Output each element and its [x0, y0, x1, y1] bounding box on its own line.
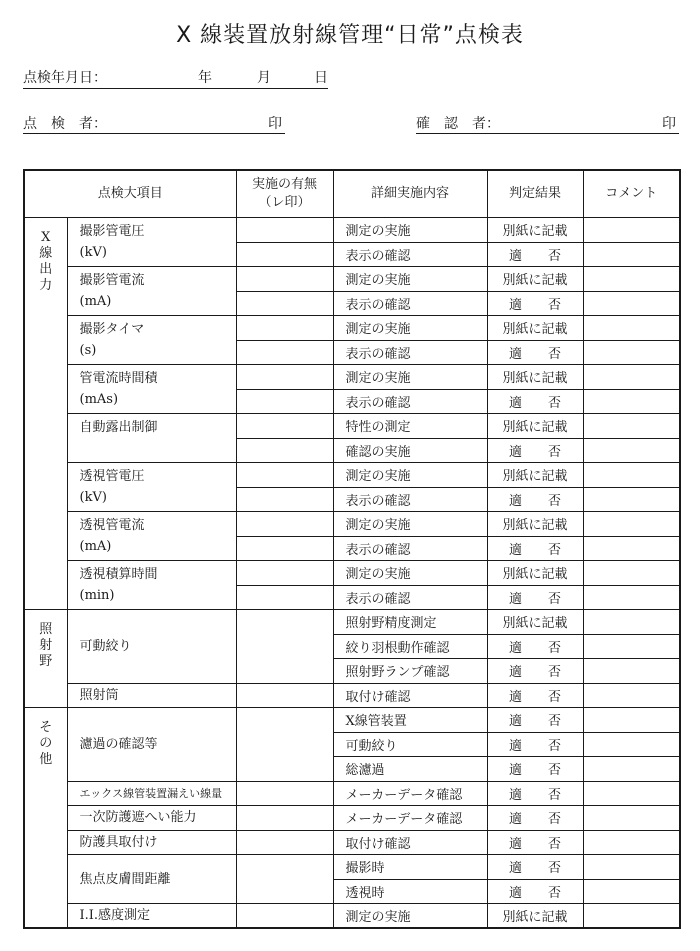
result-cell: 適 否	[487, 291, 583, 316]
comment-cell[interactable]	[583, 879, 680, 904]
detail-cell: 表示の確認	[333, 389, 487, 414]
done-cell[interactable]	[236, 806, 333, 831]
category-xray-output: X 線 出 力	[24, 218, 67, 610]
item-cell: 可動絞り	[67, 610, 236, 684]
item-cell: 焦点皮膚間距離	[67, 855, 236, 904]
comment-cell[interactable]	[583, 389, 680, 414]
item-cell: 撮影管電圧 (kV)	[67, 218, 236, 267]
table-row	[24, 316, 680, 341]
table-row	[24, 610, 680, 635]
detail-cell: 表示の確認	[333, 487, 487, 512]
detail-cell: 表示の確認	[333, 340, 487, 365]
month-label: 月	[257, 70, 271, 86]
result-cell: 適 否	[487, 708, 583, 733]
col-header-detail: 詳細実施内容	[333, 170, 487, 218]
detail-cell: 可動絞り	[333, 732, 487, 757]
result-cell: 別紙に記載	[487, 316, 583, 341]
done-cell[interactable]	[236, 218, 333, 243]
result-cell: 別紙に記載	[487, 463, 583, 488]
done-cell[interactable]	[236, 291, 333, 316]
detail-cell: 照射野ランプ確認	[333, 659, 487, 684]
done-cell[interactable]	[236, 585, 333, 610]
done-cell[interactable]	[236, 389, 333, 414]
detail-cell: 測定の実施	[333, 267, 487, 292]
result-cell: 別紙に記載	[487, 365, 583, 390]
detail-cell: 取付け確認	[333, 830, 487, 855]
date-label: 点検年月日：	[23, 70, 107, 86]
comment-cell[interactable]	[583, 438, 680, 463]
date-underline	[23, 88, 328, 89]
detail-cell: 測定の実施	[333, 316, 487, 341]
comment-cell[interactable]	[583, 242, 680, 267]
result-cell: 適 否	[487, 683, 583, 708]
done-cell[interactable]	[236, 683, 333, 708]
comment-cell[interactable]	[583, 561, 680, 586]
page-title: X 線装置放射線管理“日常”点検表	[176, 23, 524, 48]
item-cell: 透視積算時間 (min)	[67, 561, 236, 610]
item-cell: 一次防護遮へい能力	[67, 806, 236, 831]
category-other: そ の 他	[24, 708, 67, 929]
result-cell: 適 否	[487, 585, 583, 610]
result-cell: 別紙に記載	[487, 512, 583, 537]
result-cell: 適 否	[487, 487, 583, 512]
done-cell[interactable]	[236, 340, 333, 365]
item-cell: 自動露出制御	[67, 414, 236, 463]
category-field: 照 射 野	[24, 610, 67, 708]
detail-cell: 表示の確認	[333, 536, 487, 561]
detail-cell: 総濾過	[333, 757, 487, 782]
detail-cell: 絞り羽根動作確認	[333, 634, 487, 659]
year-label: 年	[198, 70, 212, 86]
col-header-item: 点検大項目	[24, 170, 236, 218]
table-row	[24, 561, 680, 586]
done-cell[interactable]	[236, 708, 333, 782]
comment-cell[interactable]	[583, 267, 680, 292]
item-cell: 透視管電流 (mA)	[67, 512, 236, 561]
result-cell: 別紙に記載	[487, 218, 583, 243]
detail-cell: 測定の実施	[333, 904, 487, 929]
detail-cell: 特性の測定	[333, 414, 487, 439]
result-cell: 適 否	[487, 757, 583, 782]
item-cell: 撮影タイマ (s)	[67, 316, 236, 365]
result-cell: 適 否	[487, 879, 583, 904]
result-cell: 適 否	[487, 242, 583, 267]
done-cell[interactable]	[236, 365, 333, 390]
table-row	[24, 414, 680, 439]
table-row	[24, 267, 680, 292]
comment-cell[interactable]	[583, 585, 680, 610]
result-cell: 別紙に記載	[487, 561, 583, 586]
table-row	[24, 830, 680, 855]
comment-cell[interactable]	[583, 806, 680, 831]
table-header-row	[24, 170, 680, 218]
item-cell: 透視管電圧 (kV)	[67, 463, 236, 512]
done-cell[interactable]	[236, 512, 333, 537]
result-cell: 適 否	[487, 659, 583, 684]
comment-cell[interactable]	[583, 365, 680, 390]
item-cell: 濾過の確認等	[67, 708, 236, 782]
done-cell[interactable]	[236, 561, 333, 586]
done-cell[interactable]	[236, 414, 333, 439]
done-cell[interactable]	[236, 830, 333, 855]
result-cell: 適 否	[487, 438, 583, 463]
result-cell: 適 否	[487, 389, 583, 414]
col-header-comment: コメント	[583, 170, 680, 218]
item-cell: 防護具取付け	[67, 830, 236, 855]
result-cell: 別紙に記載	[487, 610, 583, 635]
comment-cell[interactable]	[583, 683, 680, 708]
result-cell: 適 否	[487, 536, 583, 561]
confirmer-underline	[416, 133, 679, 134]
detail-cell: 表示の確認	[333, 242, 487, 267]
result-cell: 適 否	[487, 732, 583, 757]
comment-cell[interactable]	[583, 855, 680, 880]
comment-cell[interactable]	[583, 487, 680, 512]
result-cell: 適 否	[487, 634, 583, 659]
comment-cell[interactable]	[583, 830, 680, 855]
table-row	[24, 806, 680, 831]
item-cell: I.I.感度測定	[67, 904, 236, 929]
detail-cell: メーカーデータ確認	[333, 806, 487, 831]
inspector-seal: 印	[268, 116, 282, 132]
comment-cell[interactable]	[583, 536, 680, 561]
comment-cell[interactable]	[583, 316, 680, 341]
detail-cell: 表示の確認	[333, 291, 487, 316]
result-cell: 適 否	[487, 340, 583, 365]
detail-cell: 表示の確認	[333, 585, 487, 610]
detail-cell: 取付け確認	[333, 683, 487, 708]
col-header-result: 判定結果	[487, 170, 583, 218]
done-cell[interactable]	[236, 463, 333, 488]
table-row	[24, 781, 680, 806]
done-cell[interactable]	[236, 267, 333, 292]
done-cell[interactable]	[236, 438, 333, 463]
detail-cell: 透視時	[333, 879, 487, 904]
comment-cell[interactable]	[583, 414, 680, 439]
result-cell: 適 否	[487, 855, 583, 880]
comment-cell[interactable]	[583, 904, 680, 929]
day-label: 日	[314, 70, 328, 86]
table-row	[24, 708, 680, 733]
table-row	[24, 218, 680, 243]
table-row	[24, 855, 680, 880]
table-row	[24, 463, 680, 488]
item-cell: 撮影管電流 (mA)	[67, 267, 236, 316]
confirmer-label: 確 認 者：	[416, 116, 500, 132]
item-cell: エックス線管装置漏えい線量	[67, 781, 236, 806]
result-cell: 別紙に記載	[487, 904, 583, 929]
item-cell: 管電流時間積 (mAs)	[67, 365, 236, 414]
table-row	[24, 904, 680, 929]
result-cell: 適 否	[487, 830, 583, 855]
confirmer-seal: 印	[662, 116, 676, 132]
done-cell[interactable]	[236, 242, 333, 267]
detail-cell: メーカーデータ確認	[333, 781, 487, 806]
result-cell: 別紙に記載	[487, 267, 583, 292]
done-cell[interactable]	[236, 904, 333, 929]
done-cell[interactable]	[236, 610, 333, 684]
detail-cell: 確認の実施	[333, 438, 487, 463]
comment-cell[interactable]	[583, 708, 680, 733]
comment-cell[interactable]	[583, 218, 680, 243]
comment-cell[interactable]	[583, 659, 680, 684]
done-cell[interactable]	[236, 536, 333, 561]
result-cell: 適 否	[487, 806, 583, 831]
detail-cell: 測定の実施	[333, 463, 487, 488]
comment-cell[interactable]	[583, 610, 680, 635]
detail-cell: 測定の実施	[333, 561, 487, 586]
inspector-label: 点 検 者：	[23, 116, 107, 132]
table-row	[24, 365, 680, 390]
done-cell[interactable]	[236, 316, 333, 341]
result-cell: 別紙に記載	[487, 414, 583, 439]
detail-cell: 照射野精度測定	[333, 610, 487, 635]
result-cell: 適 否	[487, 781, 583, 806]
comment-cell[interactable]	[583, 512, 680, 537]
inspection-table	[23, 169, 681, 929]
comment-cell[interactable]	[583, 781, 680, 806]
detail-cell: 測定の実施	[333, 218, 487, 243]
done-cell[interactable]	[236, 487, 333, 512]
detail-cell: X線管装置	[333, 708, 487, 733]
comment-cell[interactable]	[583, 340, 680, 365]
done-cell[interactable]	[236, 855, 333, 904]
table-row	[24, 683, 680, 708]
comment-cell[interactable]	[583, 634, 680, 659]
detail-cell: 撮影時	[333, 855, 487, 880]
comment-cell[interactable]	[583, 757, 680, 782]
detail-cell: 測定の実施	[333, 365, 487, 390]
item-cell: 照射筒	[67, 683, 236, 708]
comment-cell[interactable]	[583, 732, 680, 757]
done-cell[interactable]	[236, 781, 333, 806]
table-row	[24, 512, 680, 537]
comment-cell[interactable]	[583, 463, 680, 488]
comment-cell[interactable]	[583, 291, 680, 316]
detail-cell: 測定の実施	[333, 512, 487, 537]
inspector-underline	[23, 133, 285, 134]
col-header-done: 実施の有無 （レ印）	[236, 170, 333, 218]
